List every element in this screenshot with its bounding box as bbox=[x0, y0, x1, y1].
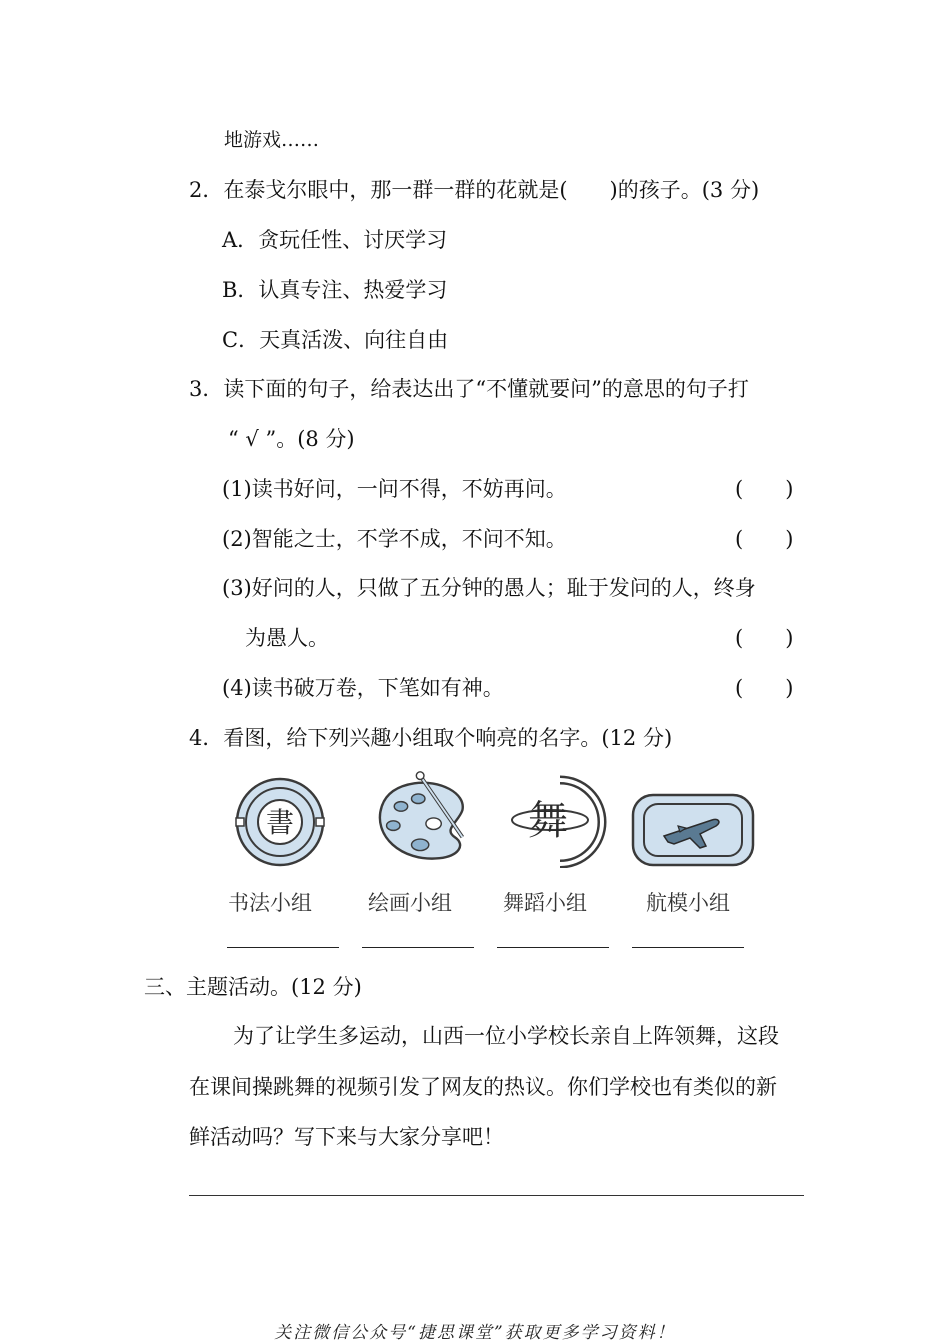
name-blank-3[interactable] bbox=[497, 947, 609, 948]
q3-item-3: (3)好问的人，只做了五分钟的愚人；耻于发问的人，终身 bbox=[222, 576, 756, 600]
question-3-stem: 3．读下面的句子，给表达出了“不懂就要问”的意思的句子打 bbox=[189, 377, 749, 401]
group-label-dance: 舞蹈小组 bbox=[503, 891, 587, 915]
q3-answer-paren-2[interactable]: ( ) bbox=[735, 527, 794, 551]
continuation-text: 地游戏…… bbox=[224, 129, 320, 151]
name-blank-4[interactable] bbox=[632, 947, 744, 948]
name-blank-2[interactable] bbox=[362, 947, 474, 948]
calligraphy-badge-icon bbox=[220, 772, 348, 868]
name-blank-1[interactable] bbox=[227, 947, 339, 948]
q3-answer-paren-1[interactable]: ( ) bbox=[735, 477, 794, 501]
q2-option-b: B．认真专注、热爱学习 bbox=[222, 278, 448, 302]
question-2-stem: 2．在泰戈尔眼中，那一群一群的花就是( )的孩子。(3 分) bbox=[189, 178, 760, 202]
group-label-calligraphy: 书法小组 bbox=[228, 891, 312, 915]
section-3-para-line-1: 为了让学生多运动，山西一位小学校长亲自上阵领舞，这段 bbox=[233, 1024, 779, 1048]
question-3-stem-cont: “ √ ”。(8 分) bbox=[228, 427, 355, 451]
q3-answer-paren-3[interactable]: ( ) bbox=[735, 626, 794, 650]
q2-option-a: A．贪玩任性、讨厌学习 bbox=[222, 228, 448, 252]
q3-item-1: (1)读书好问，一问不得，不妨再问。 bbox=[222, 477, 567, 501]
section-3-para-line-3: 鲜活动吗？写下来与大家分享吧！ bbox=[189, 1125, 504, 1149]
palette-icon bbox=[360, 768, 488, 864]
q2-option-c: C．天真活泼、向往自由 bbox=[222, 328, 449, 352]
footer-notice: 关注微信公众号“捷思课堂”获取更多学习资料！ bbox=[274, 1323, 676, 1343]
q3-answer-paren-4[interactable]: ( ) bbox=[735, 676, 794, 700]
calligraphy-glyph: 書 bbox=[265, 806, 295, 839]
group-label-aviation-model: 航模小组 bbox=[646, 891, 730, 915]
answer-line[interactable] bbox=[189, 1195, 804, 1196]
q3-item-3-cont: 为愚人。 bbox=[245, 626, 329, 650]
group-label-painting: 绘画小组 bbox=[368, 891, 452, 915]
airplane-badge-icon bbox=[630, 782, 758, 878]
q3-item-2: (2)智能之士，不学不成，不问不知。 bbox=[222, 527, 567, 551]
dance-glyph: 舞 bbox=[528, 798, 568, 844]
dance-badge-icon bbox=[490, 772, 618, 868]
section-3-title: 三、主题活动。(12 分) bbox=[144, 975, 362, 999]
section-3-para-line-2: 在课间操跳舞的视频引发了网友的热议。你们学校也有类似的新 bbox=[189, 1075, 777, 1099]
q3-item-4: (4)读书破万卷，下笔如有神。 bbox=[222, 676, 504, 700]
question-4-stem: 4．看图，给下列兴趣小组取个响亮的名字。(12 分) bbox=[189, 726, 673, 750]
